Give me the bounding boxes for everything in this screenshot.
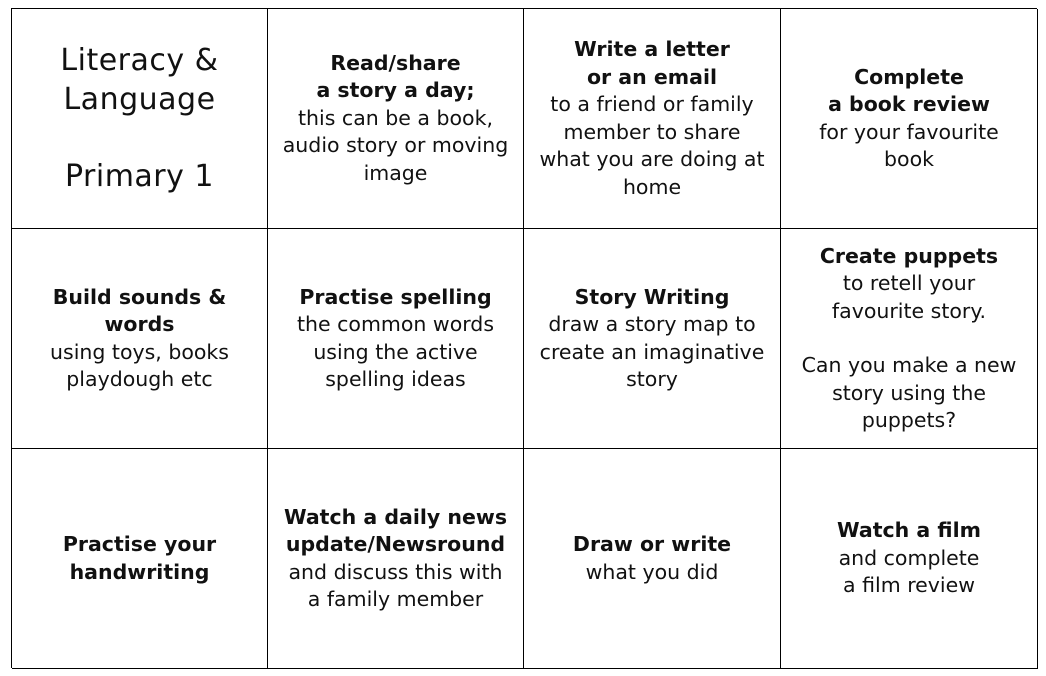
activity-text: image	[363, 160, 428, 185]
activity-text: spelling ideas	[325, 367, 466, 391]
activity-text: audio story or moving	[282, 133, 509, 158]
activity-cell-read-share	[268, 9, 524, 229]
activity-heading: handwriting	[69, 559, 210, 584]
activity-heading: a book review	[828, 92, 990, 116]
activity-text: create an imaginative	[539, 339, 765, 364]
activity-text: story	[626, 367, 678, 391]
activity-heading: Watch a daily news	[283, 504, 508, 529]
activity-cell-story-writing	[524, 229, 781, 449]
activity-heading: or an email	[586, 64, 718, 89]
activity-heading: Practise spelling	[299, 284, 492, 309]
activity-text: story using the	[832, 380, 986, 405]
activity-text: to a friend or family	[550, 92, 754, 116]
activity-text: and discuss this with	[288, 559, 503, 584]
activity-text: for your favourite	[819, 119, 999, 144]
title-line-1: Literacy &	[60, 43, 219, 78]
activity-cell-book-review	[781, 9, 1038, 229]
activity-text: the common words	[296, 312, 495, 336]
activity-heading: Write a letter	[574, 37, 730, 61]
activity-text: this can be a book,	[298, 105, 493, 130]
activity-heading: Read/share	[330, 50, 461, 75]
activity-cell-create-puppets	[781, 229, 1038, 449]
activity-heading: Story Writing	[574, 284, 730, 309]
activity-text: a family member	[307, 587, 484, 611]
activity-text: to retell your	[842, 271, 976, 295]
activity-heading: Practise your	[62, 532, 217, 556]
title-line-2: Language	[63, 82, 216, 117]
activity-text: favourite story.	[831, 298, 987, 323]
literacy-grid	[11, 8, 1037, 668]
title-cell	[12, 9, 268, 229]
activity-heading: Draw or write	[572, 532, 732, 556]
activity-text: playdough etc	[66, 367, 213, 391]
activity-cell-build-sounds	[12, 229, 268, 449]
activity-text: puppets?	[861, 408, 957, 432]
activity-heading: a story a day;	[316, 78, 475, 103]
activity-text: using the active	[313, 339, 478, 364]
activity-text: draw a story map to	[548, 312, 756, 336]
activity-heading: update/Newsround	[285, 532, 506, 556]
activity-text: and complete	[838, 545, 980, 570]
activity-text: what you did	[585, 559, 719, 584]
activity-text: what you are doing at	[539, 147, 765, 171]
activity-text: using toys, books	[50, 339, 229, 364]
activity-cell-draw-write	[524, 449, 781, 669]
activity-heading: Watch a film	[837, 518, 981, 543]
activity-cell-newsround	[268, 449, 524, 669]
activity-text: Can you make a new	[801, 353, 1017, 377]
title-line-3: Primary 1	[64, 159, 215, 194]
activity-text: book	[884, 147, 934, 171]
activity-cell-write-letter	[524, 9, 781, 229]
activity-cell-film-review	[781, 449, 1038, 669]
activity-heading: Build sounds & words	[52, 284, 227, 336]
activity-cell-handwriting	[12, 449, 268, 669]
activity-heading: Complete	[854, 64, 964, 89]
activity-text: home	[622, 174, 682, 199]
activity-heading: Create puppets	[819, 243, 999, 268]
activity-text: member to share	[563, 119, 741, 144]
activity-text: a film review	[843, 573, 975, 598]
activity-cell-practise-spelling	[268, 229, 524, 449]
